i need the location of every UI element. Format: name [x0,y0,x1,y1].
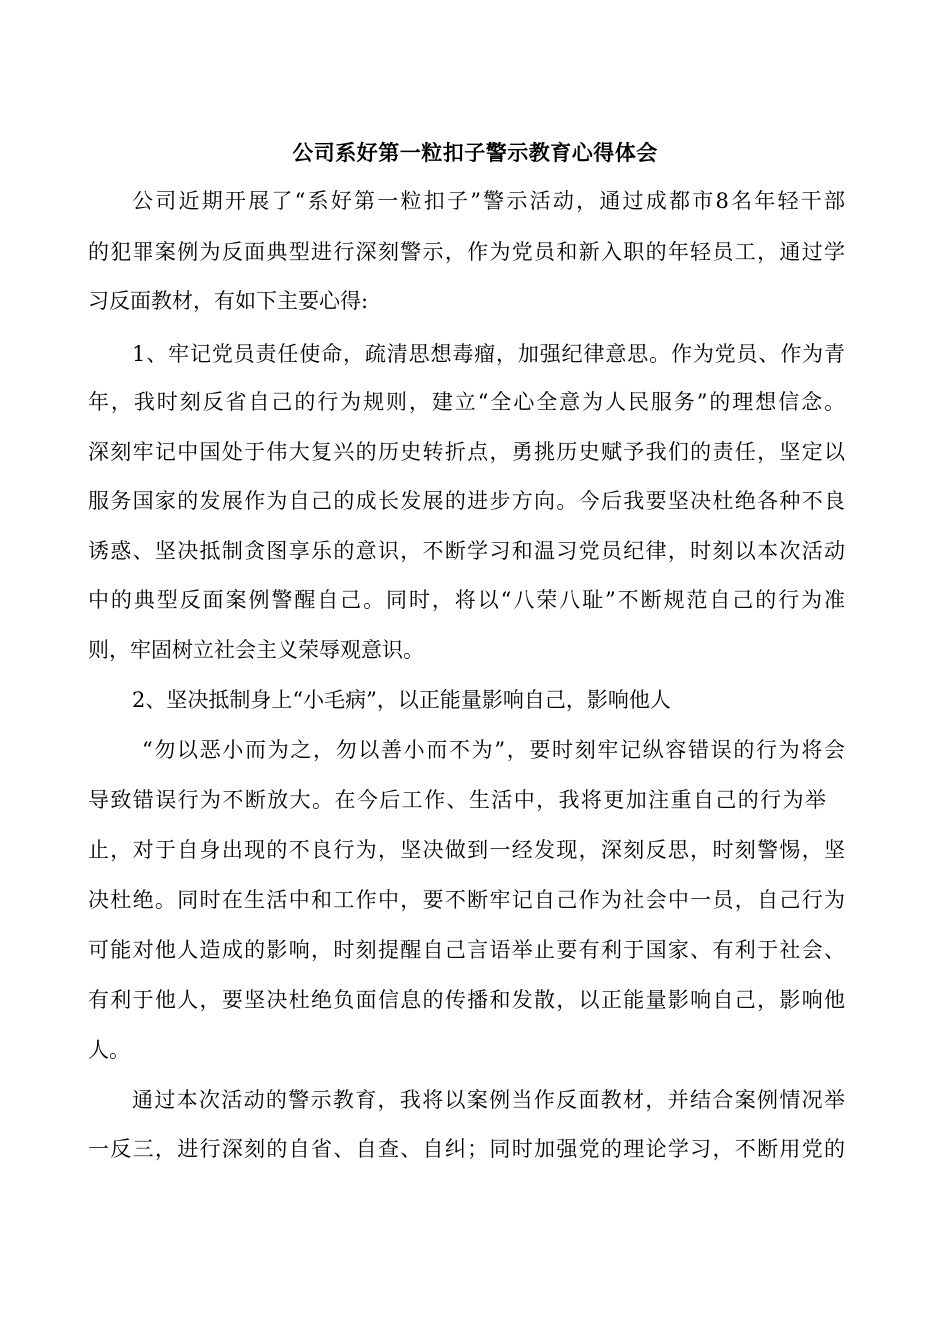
text-line: 有利于他人，要坚决杜绝负面信息的传播和发散，以正能量影响自己，影响他 [88,988,845,1012]
text-line: 公司近期开展了“系好第一粒扣子”警示活动，通过成都市8名年轻干部 [132,189,845,213]
text-line: 中的典型反面案例警醒自己。同时，将以“八荣八耻”不断规范自己的行为准 [88,588,845,612]
document-title: 公司系好第一粒扣子警示教育心得体会 [292,140,658,165]
text-line: 决杜绝。同时在生活中和工作中，要不断牢记自己作为社会中一员，自己行为 [88,888,845,912]
text-line: 2、坚决抵制身上“小毛病”，以正能量影响自己，影响他人 [132,688,671,712]
text-line: 可能对他人造成的影响，时刻提醒自己言语举止要有利于国家、有利于社会、 [88,938,845,962]
text-line: 止，对于自身出现的不良行为，坚决做到一经发现，深刻反思，时刻警惕，坚 [88,838,845,862]
text-line: 深刻牢记中国处于伟大复兴的历史转折点，勇挑历史赋予我们的责任，坚定以 [88,440,845,464]
text-line: 年，我时刻反省自己的行为规则，建立“全心全意为人民服务”的理想信念。 [88,390,845,414]
text-line: 通过本次活动的警示教育，我将以案例当作反面教材，并结合案例情况举 [132,1088,845,1112]
text-line: 诱惑、坚决抵制贪图享乐的意识，不断学习和温习党员纪律，时刻以本次活动 [88,539,845,563]
text-line: 服务国家的发展作为自己的成长发展的进步方向。今后我要坚决杜绝各种不良 [88,489,845,513]
text-line: 习反面教材，有如下主要心得: [88,289,369,313]
text-line: 1、牢记党员责任使命，疏清思想毒瘤，加强纪律意思。作为党员、作为青 [132,342,845,366]
text-line: “勿以恶小而为之，勿以善小而不为”，要时刻牢记纵容错误的行为将会 [142,738,845,762]
text-line: 的犯罪案例为反面典型进行深刻警示，作为党员和新入职的年轻员工，通过学 [88,240,845,264]
text-line: 一反三，进行深刻的自省、自查、自纠；同时加强党的理论学习，不断用党的 [88,1137,845,1161]
text-line: 导致错误行为不断放大。在今后工作、生活中，我将更加注重自己的行为举 [88,788,826,812]
text-line: 人。 [88,1038,130,1062]
text-line: 则，牢固树立社会主义荣辱观意识。 [88,638,424,662]
